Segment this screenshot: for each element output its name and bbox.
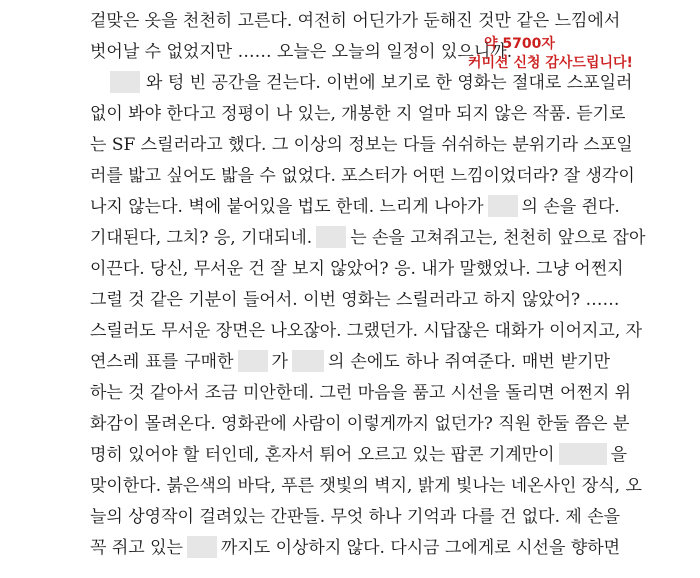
thanks-message: 커미션 신청 감사드립니다! <box>468 55 633 71</box>
text-line: 는 SF 스릴러라고 했다. 그 이상의 정보는 다들 쉬쉬하는 분위기라 스포일 <box>90 135 633 155</box>
redacted-name-block <box>488 195 518 217</box>
text-line: 그럴 것 같은 기분이 들어서. 이번 영화는 스릴러라고 하지 않았어? …… <box>90 290 620 310</box>
text-line: 맞이한다. 붉은색의 바닥, 푸른 잿빛의 벽지, 밝게 빛나는 네온사인 장식, 오 <box>90 476 642 496</box>
redacted-name-block <box>292 350 324 372</box>
text-line: 연스레 표를 구매한 가 의 손에도 하나 쥐여준다. 매번 받기만 <box>90 352 610 372</box>
text-line: 기대된다, 그치? 응, 기대되네. 는 손을 고쳐쥐고는, 천천히 앞으로 잡아 <box>90 228 646 248</box>
commission-note <box>468 35 688 73</box>
text-line: 나지 않는다. 벽에 붙어있을 법도 한데. 느리게 나아가 의 손을 쥔다. <box>90 197 620 217</box>
text-line: 와 텅 빈 공간을 걷는다. 이번에 보기로 한 영화는 절대로 스포일러 <box>90 68 610 98</box>
redacted-name-block <box>559 443 607 465</box>
text-line: 스릴러도 무서운 장면은 나오잖아. 그랬던가. 시답잖은 대화가 이어지고, 자 <box>90 321 643 341</box>
text-line: 화감이 몰려온다. 영화관에 사람이 이렇게까지 없던가? 직원 한둘 쯤은 분 <box>90 414 630 434</box>
text-line: 벗어날 수 없었지만 …… 오늘은 오늘의 일정이 있으니까. <box>90 42 513 62</box>
text-line: 이끈다. 당신, 무서운 건 잘 보지 않았어? 응. 내가 말했었나. 그냥 어쩐지 <box>90 259 624 279</box>
text-line: 늘의 상영작이 걸려있는 간판들. 무엇 하나 기억과 다를 건 없다. 제 손을 <box>90 507 621 527</box>
text-line: 하는 것 같아서 조금 미안한데. 그런 마음을 품고 시선을 돌리면 어쩐지 위 <box>90 383 632 403</box>
redacted-name-block <box>187 536 217 558</box>
redacted-name-block <box>316 226 346 248</box>
character-count-label: 약 5700자 <box>484 36 555 52</box>
text-line: 러를 밟고 싶어도 밟을 수 없었다. 포스터가 어떤 느낌이었더라? 잘 생각이 <box>90 166 635 186</box>
redacted-name-block <box>110 71 140 93</box>
text-line: 꼭 쥐고 있는 까지도 이상하지 않다. 다시금 그에게로 시선을 향하면 <box>90 538 621 558</box>
text-line: 없이 봐야 한다고 정평이 나 있는, 개봉한 지 얼마 되지 않은 작품. 듣기로 <box>90 104 626 124</box>
text-line: 겉맞은 옷을 천천히 고른다. 여전히 어딘가가 둔해진 것만 같은 느낌에서 <box>90 11 621 31</box>
redacted-name-block <box>238 350 268 372</box>
text-line: 명히 있어야 할 터인데, 혼자서 튀어 오르고 있는 팝콘 기계만이 을 <box>90 445 628 465</box>
